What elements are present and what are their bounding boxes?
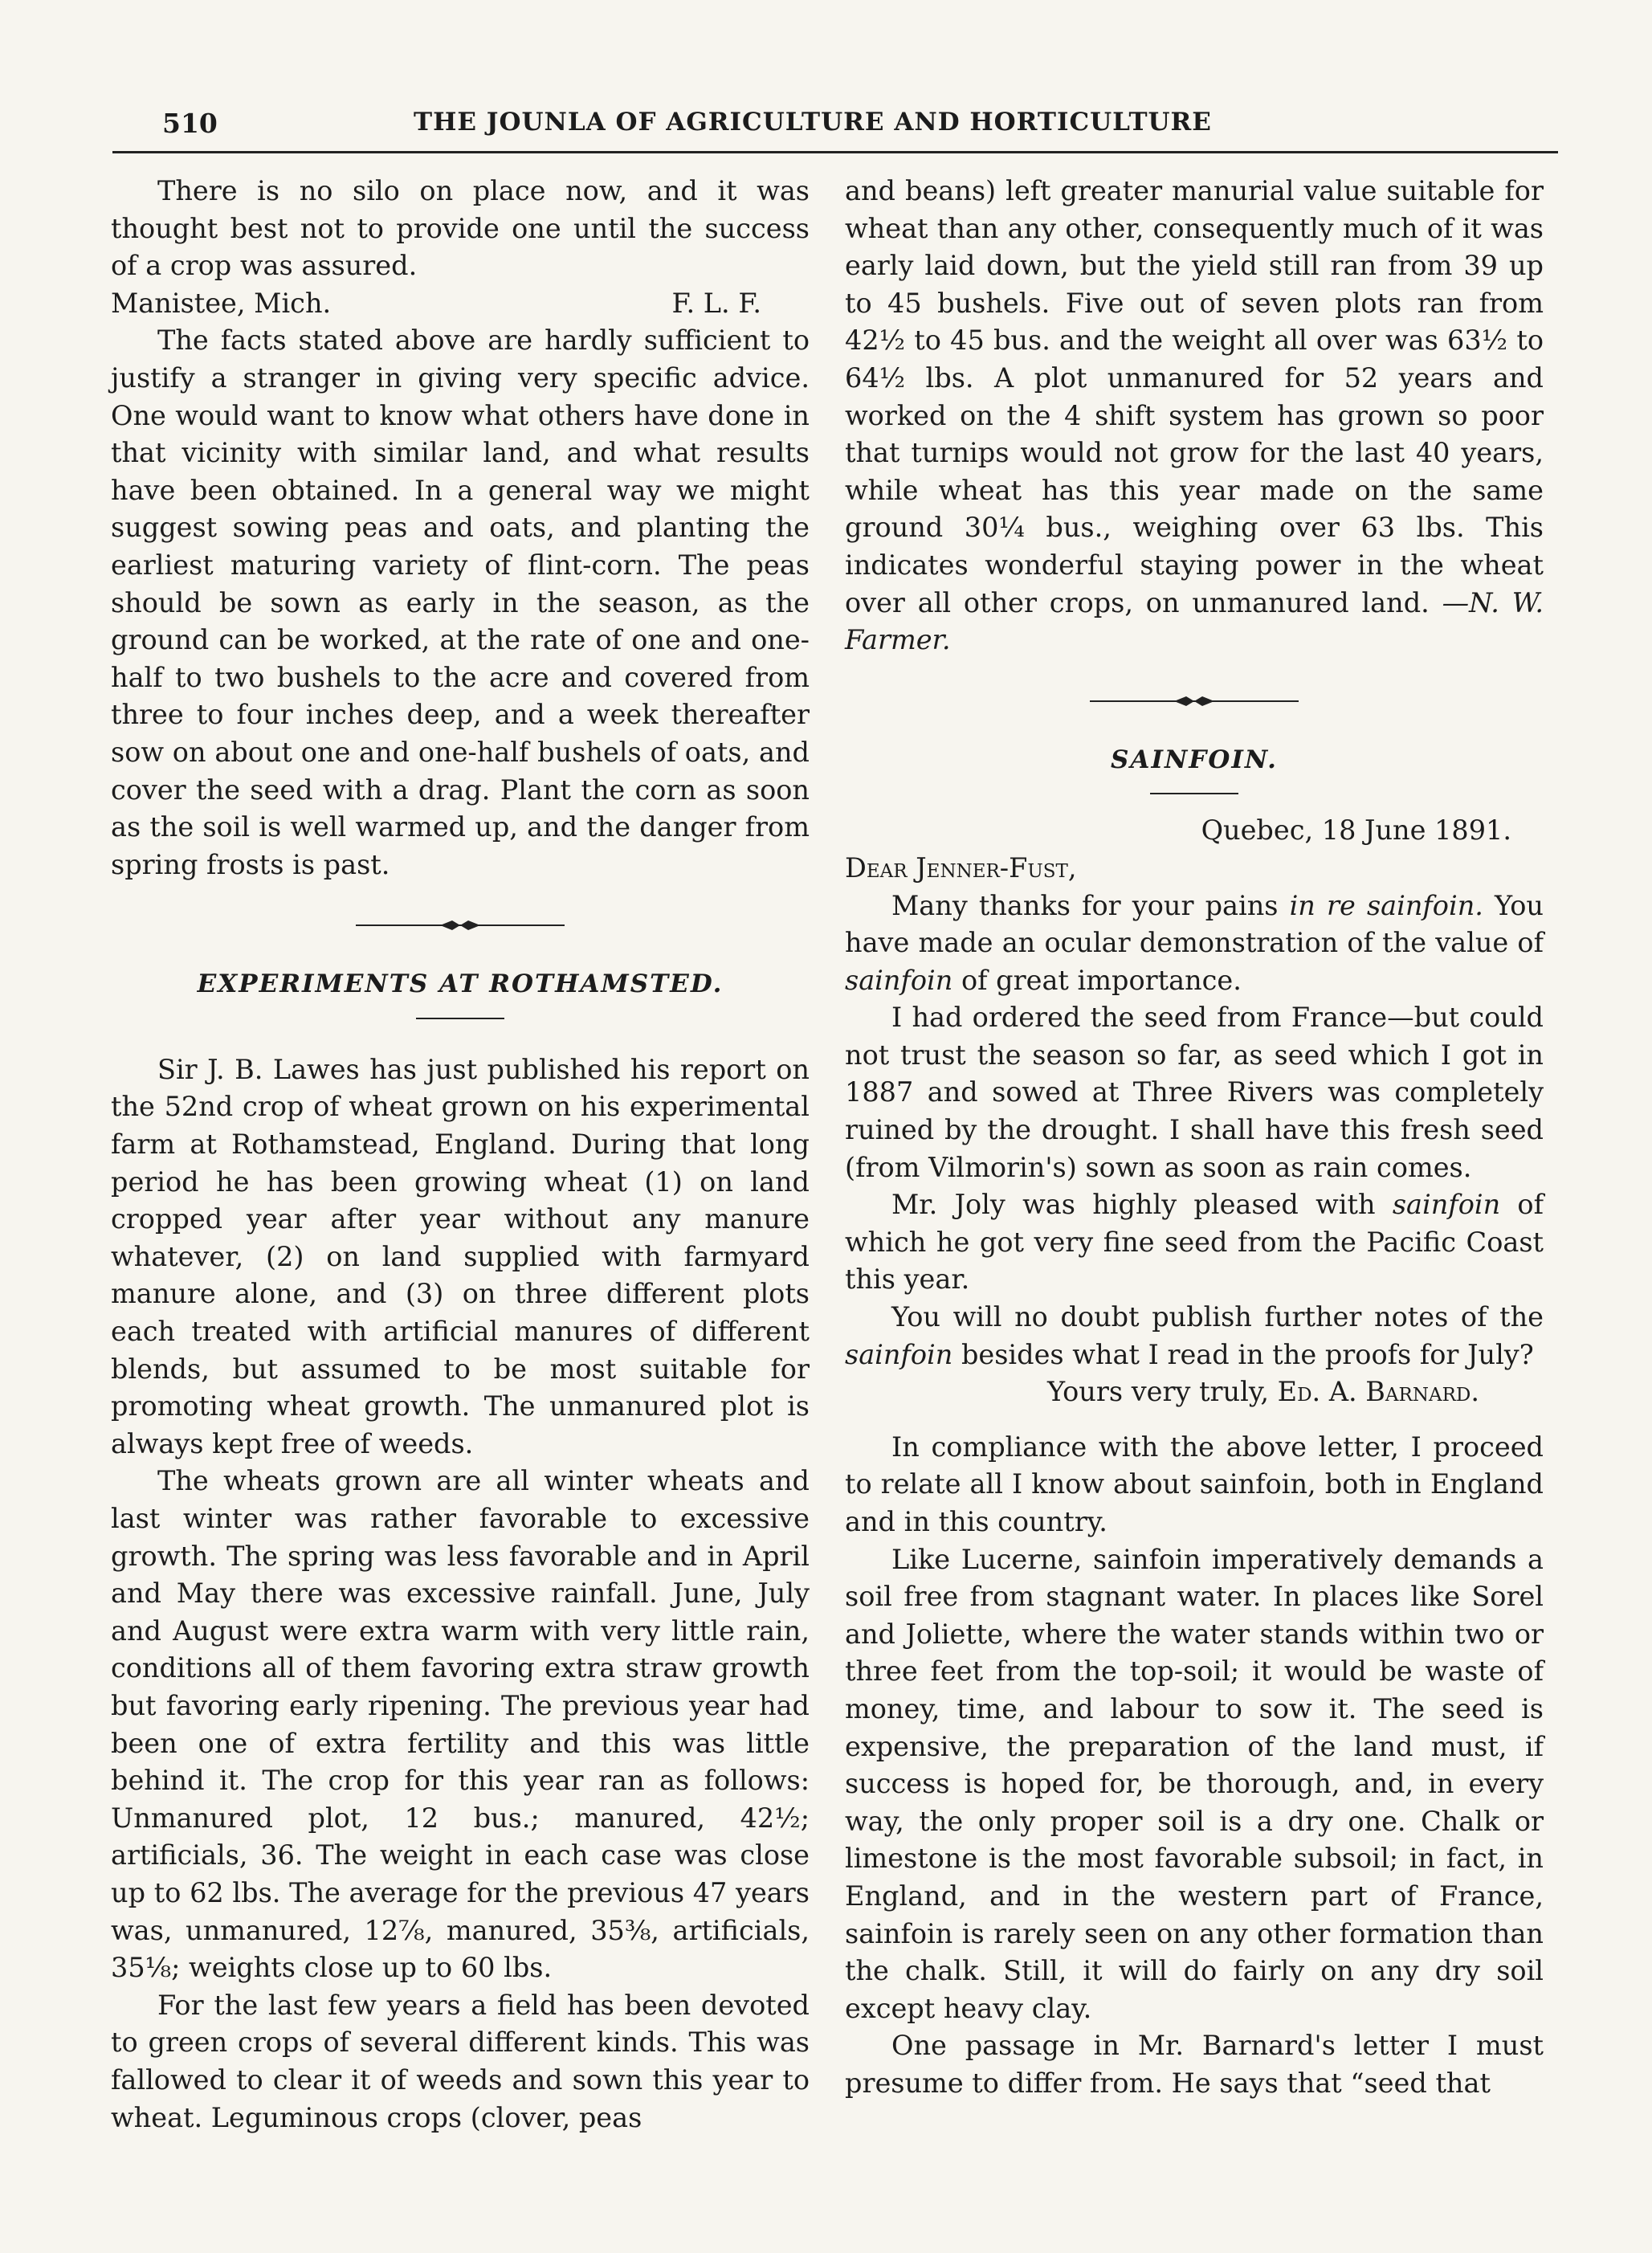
letter-italic: sainfoin [1392, 1189, 1501, 1221]
running-head: THE JOUNLA OF AGRICULTURE AND HORTICULTURE [414, 108, 1212, 137]
letter-text: Many thanks for your pains [891, 889, 1290, 921]
letter-text: Mr. Joly was highly pleased with [891, 1189, 1393, 1221]
letter-paragraph-joly [845, 1186, 1544, 1299]
source-credit: —N. W. Farmer. [845, 586, 1544, 656]
author-signature: F. L. F. [671, 287, 761, 319]
title-rule [1150, 793, 1238, 794]
letter-closing [845, 1373, 1544, 1411]
paragraph-manurial-text: and beans) left greater manurial value suitable for wheat than any other, consequently much of it was early laid down, but the yield still ran from 39 up to 45 bushels. Five out of seven plots ran from 42½ to 45 bus. and the weight all over was 63½ to 64½ lbs. A plot unmanured for 52 years and worked on the 4 shift system has grown so poor that turnips would not grow for the last 40 years, while wheat has this year made on the same ground 30¼ bus., weighing over 63 lbs. This indicates wonderful staying power in the wheat over all other crops, on unmanured land. [845, 175, 1544, 618]
paragraph-barnard-passage: One passage in Mr. Barnard's letter I must presume to differ from. He says that “seed that [845, 2030, 1544, 2099]
letter-text: You have made an ocular demonstration of the value of [845, 889, 1544, 959]
paragraph-lucerne: Like Lucerne, sainfoin imperatively demands a soil free from stagnant water. In places like Sorel and Joliette, where the water stands within two or three feet from the top-soil; it would be waste of money, time, and labour to sow it. The seed is expensive, the preparation of the land must, if success is hoped for, be thorough, and, in every way, the only proper soil is a dry one. Chalk or limestone is the most favorable subsoil; in fact, in England, and in the western part of France, sainfoin is rarely seen on any other formation than the chalk. Still, it will do fairly on any dry soil except heavy clay. [845, 1543, 1544, 2024]
ornament-divider-icon [1074, 692, 1315, 711]
right-column [845, 173, 1544, 2103]
paragraph-silo-text: There is no silo on place now, and it was thought best not to provide one until the success of a crop was assured. [111, 175, 810, 282]
letter-signature: Ed. A. Barnard. [1277, 1376, 1479, 1408]
title-rule [416, 1018, 504, 1019]
section-title-sainfoin: SAINFOIN. [1111, 745, 1278, 774]
paragraph-silo [111, 173, 810, 285]
letter-italic: sainfoin [845, 964, 953, 996]
letter-paragraph-thanks [845, 888, 1544, 1000]
page-number: 510 [162, 108, 218, 139]
paragraph-compliance: In compliance with the above letter, I proceed to relate all I know about sainfoin, both in England and in this country. [845, 1431, 1544, 1537]
letter-text: You will no doubt publish further notes of the [891, 1301, 1544, 1333]
place-line: Manistee, Mich. [111, 287, 332, 319]
paragraph-green-crops: For the last few years a field has been devoted to green crops of several different kinds. This was fallowed to clear it of weeds and sown this year to wheat. Leguminous crops (clover, peas [111, 1989, 810, 2133]
paragraph-lawes-report: Sir J. B. Lawes has just published his report on the 52nd crop of wheat grown on his experimental farm at Rothamstead, England. During that long period he has been growing wheat (1) on land cropped year after year without any manure whatever, (2) on land supplied with farmyard manure alone, and (3) on three different plots each treated with artificial manures of different blends, but assumed to be most suitable for promoting wheat growth. The unmanured plot is always kept free of weeds. [111, 1053, 810, 1459]
signoff-row [111, 285, 810, 323]
letter-text: besides what I read in the proofs for July? [952, 1338, 1534, 1370]
paragraph-winter-wheats: The wheats grown are all winter wheats and last winter was rather favorable to excessive growth. The spring was less favorable and in April and May there was excessive rainfall. June, July and August were extra warm with very little rain, conditions all of them favoring extra straw growth but favoring early ripening. The previous year had been one of extra fertility and this was little behind it. The crop for this year ran as follows: Unmanured plot, 12 bus.; manured, 42½; artificials, 36. The weight in each case was close up to 62 lbs. The average for the previous 47 years was, unmanured, 12⅞, manured, 35⅜, artificials, 35⅛; weights close up to 60 lbs. [111, 1465, 810, 1984]
letter-italic: in re sainfoin. [1289, 889, 1483, 921]
letter-date: Quebec, 18 June 1891. [1201, 814, 1511, 847]
section-title-rothamsted: EXPERIMENTS AT ROTHAMSTED. [197, 969, 724, 999]
letter-text: of great importance. [952, 964, 1242, 996]
closing-text: Yours very truly, [1046, 1376, 1278, 1408]
ornament-divider-icon [340, 916, 581, 935]
left-column [111, 173, 810, 2137]
paragraph-manurial-value [845, 173, 1544, 659]
letter-salutation: Dear Jenner-Fust, [845, 851, 1077, 884]
page-header [112, 106, 1558, 153]
letter-paragraph-seed: I had ordered the seed from France—but could not trust the season so far, as seed which I got in 1887 and sowed at Three Rivers was completely ruined by the drought. I shall have this fresh seed (from Vilmorin's) sown as soon as rain comes. [845, 1002, 1544, 1183]
letter-text: of which he got very fine seed from the Pacific Coast this year. [845, 1189, 1544, 1296]
letter-paragraph-publish [845, 1299, 1544, 1373]
letter-italic: sainfoin [845, 1338, 953, 1370]
paragraph-advice: The facts stated above are hardly sufficient to justify a stranger in giving very specific advice. One would want to know what others have done in that vicinity with similar land, and what results have been obtained. In a general way we might suggest sowing peas and oats, and planting the earliest maturing variety of flint-corn. The peas should be sown as early in the season, as the ground can be worked, at the rate of one and one-half to two bushels to the acre and covered from three to four inches deep, and a week thereafter sow on about one and one-half bushels of oats, and cover the seed with a drag. Plant the corn as soon as the soil is well warmed up, and the danger from spring frosts is past. [111, 324, 810, 880]
